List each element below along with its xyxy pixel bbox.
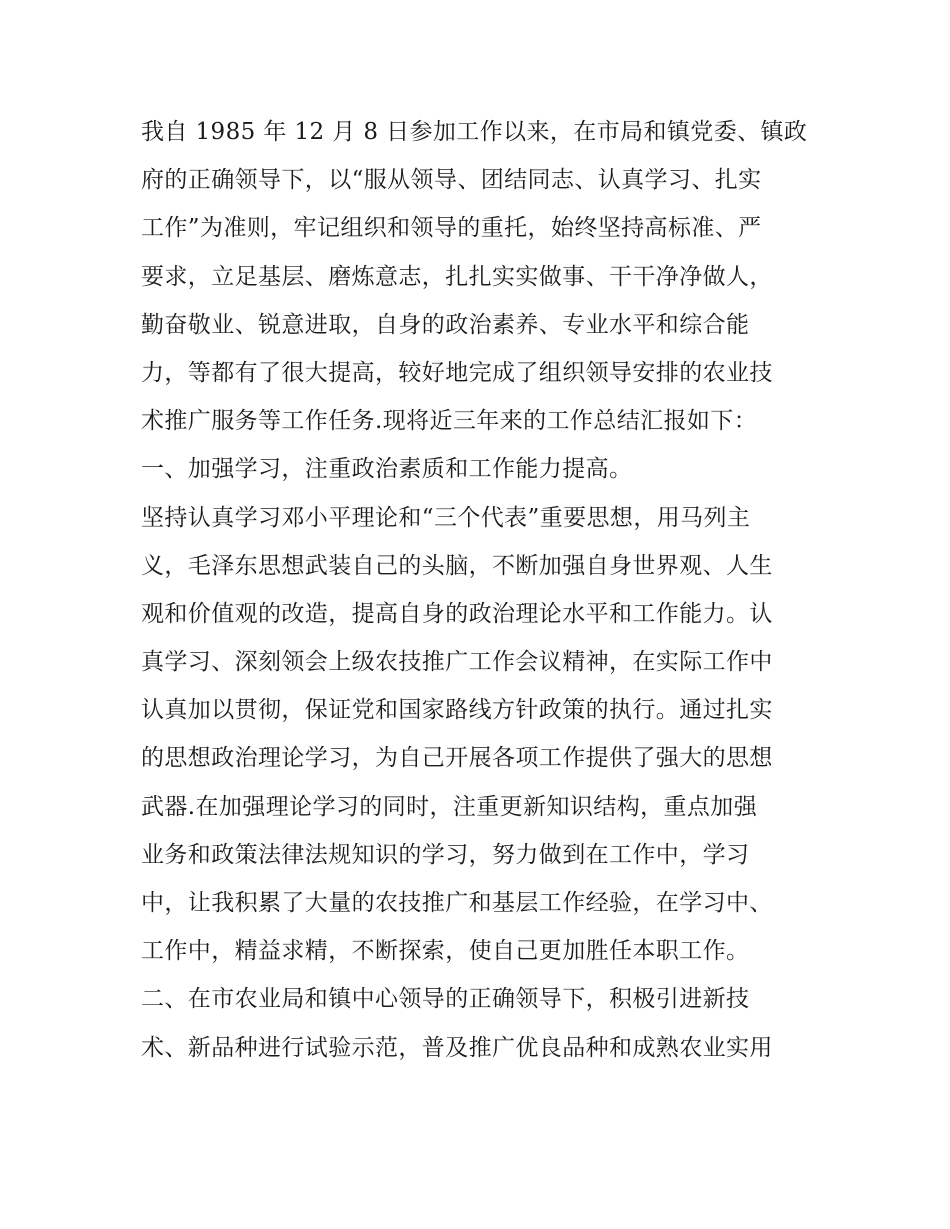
text-line: 力，等都有了很大提高，较好地完成了组织领导安排的农业技 [141,359,773,386]
section-heading-1: 一、加强学习，注重政治素质和工作能力提高。 [141,456,633,483]
text-line: 我自 1985 年 12 月 8 日参加工作以来，在市局和镇党委、镇政 [141,119,808,145]
text-line: 义，毛泽东思想武装自己的头脑，不断加强自身世界观、人生 [141,552,773,579]
text-line: 中，让我积累了大量的农技推广和基层工作经验，在学习中、 [141,890,773,916]
text-line: 业务和政策法律法规知识的学习，努力做到在工作中，学习 [141,841,750,868]
text-line: 认真加以贯彻，保证党和国家路线方针政策的执行。通过扎实 [141,697,773,724]
text-line: 真学习、深刻领会上级农技推广工作会议精神，在实际工作中 [141,649,773,676]
document-body [141,108,821,1072]
text-line: 观和价值观的改造，提高自身的政治理论水平和工作能力。认 [141,600,773,627]
text-line: 术推广服务等工作任务.现将近三年来的工作总结汇报如下： [141,408,758,435]
text-line: 工作”为准则，牢记组织和领导的重托，始终坚持高标准、严 [141,215,762,242]
text-line: 府的正确领导下，以“服从领导、团结同志、认真学习、扎实 [141,167,762,194]
text-line: 工作中，精益求精，不断探索，使自己更加胜任本职工作。 [141,938,750,965]
text-line: 坚持认真学习邓小平理论和“三个代表”重要思想，用马列主 [141,504,751,531]
text-line: 的思想政治理论学习，为自己开展各项工作提供了强大的思想 [141,745,773,772]
text-line: 要求，立足基层、磨炼意志，扎扎实实做事、干干净净做人， [141,263,773,290]
text-line: 武器.在加强理论学习的同时，注重更新知识结构，重点加强 [141,793,758,820]
text-line: 勤奋敬业、锐意进取，自身的政治素养、专业水平和综合能 [141,311,750,338]
section-heading-2: 二、在市农业局和镇中心领导的正确领导下，积极引进新技 [141,986,750,1013]
text-line: 术、新品种进行试验示范，普及推广优良品种和成熟农业实用 [141,1034,773,1061]
